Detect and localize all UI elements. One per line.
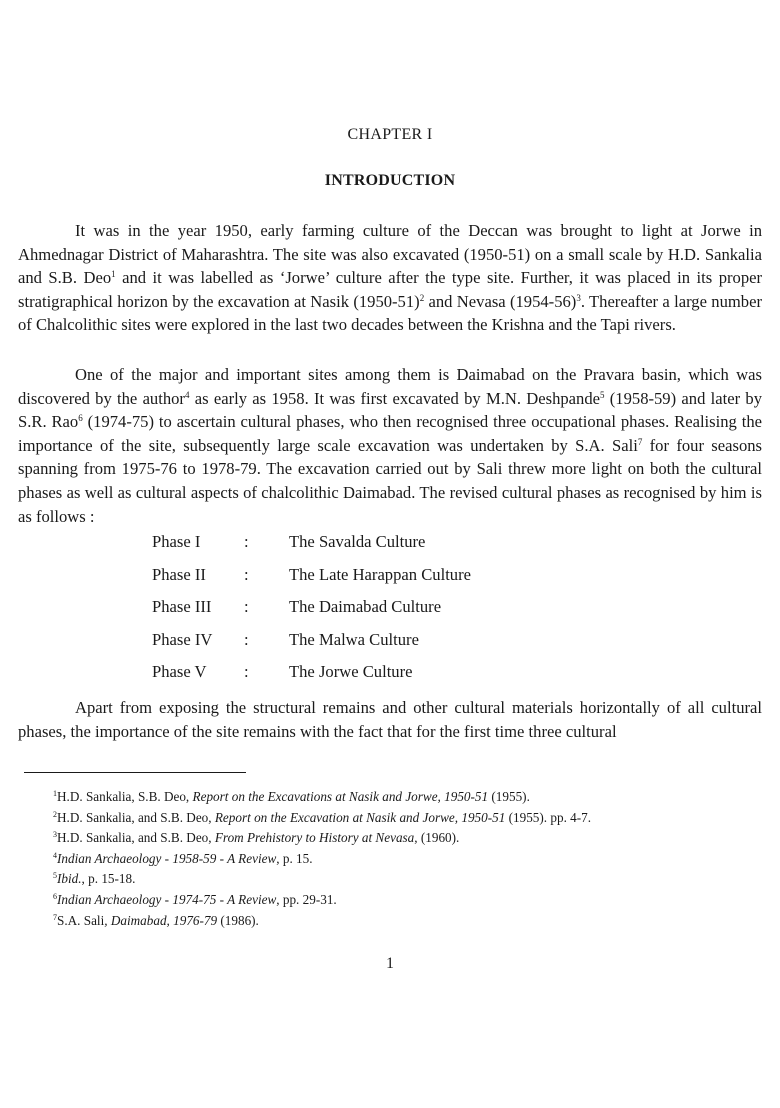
phase-row (152, 630, 572, 663)
footnote-divider (24, 772, 246, 773)
phase-row (152, 565, 572, 598)
footnote-text: , p. 15-18. (81, 871, 136, 887)
footnote-number: 2 (53, 809, 57, 819)
footnote-title: From Prehistory to History at Nevasa (214, 830, 415, 846)
footnote-ref: 6 (78, 413, 83, 424)
page-number: 1 (386, 955, 394, 972)
text-segment: It was in the year 1950, early farming culture of the Deccan was brought to light at Jorwe in Ahmednagar District of Maharashtra. The site was also excavated (1950-51) on a small scale by H.D. Sankalia and S.B. Deo (18, 221, 762, 288)
footnote-number: 5 (53, 871, 57, 881)
phase-row (152, 662, 572, 695)
phase-name: Phase III (152, 597, 212, 617)
footnote-ref: 7 (637, 436, 643, 447)
footnote-ref: 3 (576, 292, 581, 303)
paragraph-3 (18, 696, 762, 743)
footnote-number: 6 (53, 891, 57, 901)
text-segment: and Nevasa (1954-56) (424, 291, 577, 311)
text-segment: (1958-59) and later by S.R. Rao (18, 388, 762, 432)
paragraph-text (18, 363, 762, 528)
footnote-item (53, 911, 753, 932)
phase-row (152, 532, 572, 565)
phase-name: Phase IV (152, 629, 213, 649)
footnote-text: S.A. Sali (57, 912, 105, 928)
footnote-ref: 2 (419, 292, 425, 303)
phase-name: Phase II (152, 564, 206, 584)
footnote-item (53, 808, 753, 829)
phase-culture: The Late Harappan Culture (289, 564, 471, 584)
footnote-title: Indian Archaeology - 1974-75 - A Review (57, 891, 277, 907)
text-segment: (1974-75) to ascertain cultural phases, who then recognised three occupational phases. Realising the importance of the site, subsequently large scale excavation was undertaken by S.A. Sali (18, 412, 762, 455)
footnote-ref: 5 (600, 389, 605, 400)
phase-culture: The Savalda Culture (289, 532, 426, 551)
phase-separator: : (244, 532, 249, 551)
footnote-ref: 1 (111, 269, 116, 280)
footnote-number: 4 (53, 850, 57, 860)
text-segment: Apart from exposing the structural remains and other cultural materials horizontally of all cultural phases, the importance of the site remains with the fact that for the first time three cultural (18, 698, 762, 741)
phase-name: Phase V (152, 662, 207, 682)
footnote-text: H.D. Sankalia, and S.B. Deo, (57, 809, 215, 825)
footnote-text: H.D. Sankalia, and S.B. Deo, (57, 830, 215, 846)
footnote-title: , Daimabad, 1976-79 (104, 912, 218, 928)
footnote-title: Ibid. (57, 871, 82, 887)
footnote-number: 3 (53, 830, 57, 840)
text-segment: as early as 1958. It was first excavated by M.N. Deshpande (189, 388, 600, 408)
phase-separator: : (244, 662, 249, 682)
paragraph-1 (18, 219, 762, 337)
chapter-heading: CHAPTER I (347, 126, 433, 143)
footnote-text: , p. 15. (276, 850, 313, 866)
footnote-item (53, 890, 753, 911)
footnote-title: Report on the Excavations at Nasik and Jorwe, 1950-51 (192, 789, 489, 804)
text-segment: One of the major and important sites among them is Daimabad on the Pravara basin, which was discovered by the author (18, 365, 762, 408)
footnote-number: 1 (53, 789, 57, 798)
footnote-list (53, 787, 753, 931)
text-segment: . Thereafter a large number of Chalcolithic sites were explored in the last two decades between the Krishna and the Tapi rivers. (18, 291, 762, 335)
footnote-text: (1955). (488, 789, 530, 804)
footnote-text: , pp. 29-31. (276, 891, 337, 907)
footnote-item (53, 849, 753, 870)
footnote-text: , (1960). (414, 830, 460, 846)
phase-culture: The Malwa Culture (289, 629, 419, 649)
paragraph-text (18, 696, 762, 743)
text-segment: for four seasons spanning from 1975-76 to 1978-79. The excavation carried out by Sali threw more light on both the cultural phases as well as cultural aspects of chalcolithic Daimabad. The revised cultural phases as recognised by him is as follows : (18, 435, 762, 526)
footnote-item (53, 828, 753, 849)
phase-row (152, 597, 572, 630)
text-segment: and it was labelled as ‘Jorwe’ culture after the type site. Further, it was placed in its proper stratigraphical horizon by the excavation at Nasik (1950-51) (18, 268, 763, 311)
footnote-text: H.D. Sankalia, S.B. Deo, (57, 789, 193, 804)
phase-culture: The Daimabad Culture (289, 597, 442, 617)
footnote-item (53, 787, 753, 808)
page-title: INTRODUCTION (324, 172, 456, 189)
footnote-number: 7 (53, 912, 57, 922)
phase-list (152, 532, 572, 695)
footnote-title: Report on the Excavation at Nasik and Jorwe, 1950-51 (214, 809, 506, 825)
phase-separator: : (244, 564, 249, 584)
phase-separator: : (244, 597, 249, 617)
paragraph-2 (18, 363, 762, 528)
footnote-ref: 4 (184, 389, 190, 400)
footnote-text: (1986). (217, 912, 259, 928)
phase-culture: The Jorwe Culture (289, 662, 413, 682)
footnote-text: (1955). pp. 4-7. (505, 809, 592, 825)
footnote-item (53, 869, 753, 890)
phase-name: Phase I (152, 532, 201, 551)
phase-separator: : (244, 629, 249, 649)
footnote-title: Indian Archaeology - 1958-59 - A Review (57, 850, 277, 866)
paragraph-text (18, 219, 762, 337)
